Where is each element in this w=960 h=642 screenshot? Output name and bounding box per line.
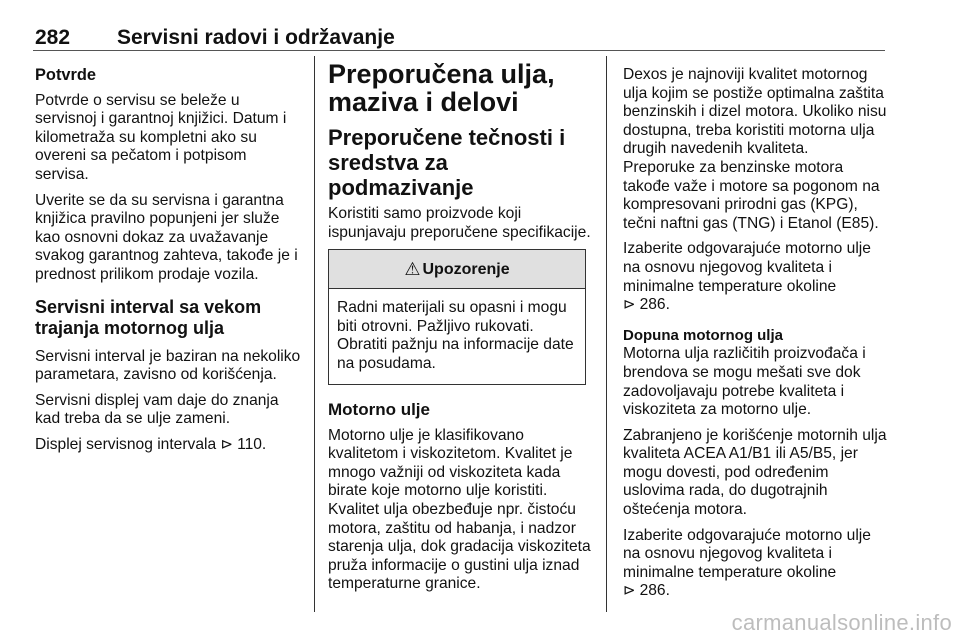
service-interval-paragraph-1: Servisni interval je baziran na nekoliko parametara, zavisno od korišćenja. (35, 347, 301, 384)
topup-select-oil-text: Izaberite odgovarajuće motorno ulje na osnovu njegovog kvaliteta i minimalne temperature okoline (623, 526, 871, 581)
page-number: 282 (35, 26, 71, 49)
fluids-intro: Koristiti samo proizvode koji ispunjavaju preporučene specifikacije. (328, 205, 591, 241)
potvrde-paragraph-2: Uverite se da su servisna i garantna knjižica pravilno popunjeni jer služe kao osnovni dokaz za uvažavanje svakog garantnog zahteva, takođe je i prednost prilikom prodaje vozila. (35, 191, 298, 283)
warning-box (328, 249, 586, 384)
gas-engine-paragraph: Preporuke za benzinske motora takođe važe i motore sa pogonom na kompresovani prirodni gas (KPG), tečni naftni gas (TNG) i Etanol (E85). (623, 158, 880, 232)
warning-header (329, 250, 585, 289)
dexos-paragraph: Dexos je najnoviji kvalitet motornog ulja kojim se postiže optimalna zaštita benzinskih i dizel motora. Ukoliko nisu dostupna, treba koristiti motorna ulja drugih navedenih kvaliteta. (623, 66, 887, 158)
potvrde-heading: Potvrde (35, 66, 97, 84)
warning-text: Radni materijali su opasni i mogu biti otrovni. Pažljivo rukovati. Obratiti pažnju na informacije date na posudama. (337, 299, 574, 372)
topup-heading: Dopuna motornog ulja (623, 326, 783, 344)
engine-oil-heading: Motorno ulje (328, 399, 430, 419)
select-oil-paragraph (623, 240, 889, 314)
topup-paragraph-3 (623, 527, 889, 601)
page-reference-icon: ⊳ (623, 296, 636, 314)
page-reference-link[interactable]: 110. (237, 435, 267, 453)
page-header (33, 14, 885, 51)
page-reference-link[interactable]: 286. (639, 296, 670, 314)
chapter-title: Servisni radovi i održavanje (117, 26, 395, 49)
topup-paragraph-2: Zabranjeno je korišćenje motornih ulja kvaliteta ACEA A1/B1 ili A5/B5, jer mogu dovesti, pod određenim uslovima rada, do dugotrajnih oštećenja motora. (623, 426, 887, 519)
service-interval-paragraph-2: Servisni displej vam daje do znanja kad treba da se ulje zameni. (35, 391, 279, 428)
potvrde-paragraph-1: Potvrde o servisu se beleže u servisnoj i garantnoj knjižici. Datum i kilometraža su kompletni ako su overeni sa pečatom i potpisom servisa. (35, 91, 287, 183)
column-right (623, 66, 889, 608)
page-reference-icon: ⊳ (623, 582, 636, 600)
page-reference-icon: ⊳ (220, 435, 234, 453)
column-middle (328, 59, 592, 601)
topup-paragraph-1: Motorna ulja različitih proizvođača i brendova se mogu mešati sve dok zadovoljavaju potrebe kvaliteta i viskoziteta za motorno ulje. (623, 345, 866, 419)
page-reference-link[interactable]: 286. (639, 582, 670, 600)
warning-triangle-icon: ⚠ (404, 259, 421, 280)
column-divider-right (606, 56, 607, 612)
column-left (35, 66, 303, 462)
main-section-heading: Preporučena ulja, maziva i delovi (328, 59, 555, 117)
warning-title: Upozorenje (422, 261, 510, 279)
service-interval-heading: Servisni interval sa vekom trajanja motornog ulja (35, 296, 262, 338)
service-interval-paragraph-3 (35, 436, 303, 455)
watermark: carmanualsonline.info (731, 610, 952, 635)
select-oil-text: Izaberite odgovarajuće motorno ulje na osnovu njegovog kvaliteta i minimalne temperature okoline (623, 240, 871, 295)
column-divider-left (314, 56, 315, 612)
fluids-heading: Preporučene tečnosti i sredstva za podmazivanje (328, 125, 566, 200)
engine-oil-paragraph-1: Motorno ulje je klasifikovano kvalitetom i viskozitetom. Kvalitet je mnogo važniji od viskoziteta kada birate koje motorno ulje koristiti. (328, 426, 573, 500)
service-interval-text: Displej servisnog intervala (35, 435, 217, 453)
engine-oil-paragraph-2: Kvalitet ulja obezbeđuje npr. čistoću motora, zaštitu od habanja, i nadzor starenja ulja, dok gradacija viskoziteta pruža informacije o gustini ulja iznad temperaturne granice. (328, 500, 591, 593)
